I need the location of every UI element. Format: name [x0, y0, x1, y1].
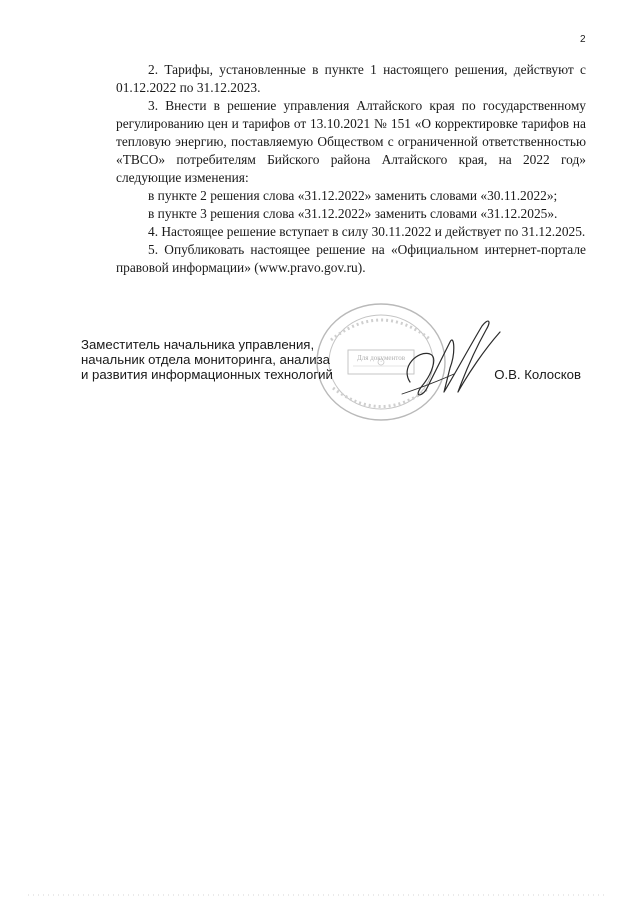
signatory-title-line-3: и развития информационных технологий	[81, 367, 333, 382]
paragraph-4-effective-date: 4. Настоящее решение вступает в силу 30.11.2022 и действует по 31.12.2025.	[148, 224, 586, 239]
stamp-text: Для документов	[356, 354, 406, 362]
signatory-name: О.В. Колосков	[494, 367, 581, 382]
document-body	[116, 61, 586, 277]
paragraph-3-change-item-1: в пункте 2 решения слова «31.12.2022» заменить словами «30.11.2022»;	[148, 188, 558, 203]
signatory-title	[81, 337, 333, 382]
scan-edge-artifact	[28, 893, 608, 897]
signature-block	[81, 337, 586, 427]
signatory-title-line-1: Заместитель начальника управления,	[81, 337, 315, 352]
paragraph-3-change-item-2: в пункте 3 решения слова «31.12.2022» заменить словами «31.12.2025».	[148, 206, 558, 221]
handwritten-signature	[396, 312, 506, 412]
signatory-title-line-2: начальник отдела мониторинга, анализа	[81, 352, 330, 367]
page-number: 2	[580, 34, 586, 45]
paragraph-3-amendments: 3. Внести в решение управления Алтайского края по государственному регулированию цен и тарифов от 13.10.2021 № 151 «О корректировке тарифов на тепловую энергию, поставляемую Обществом с ограниченной ответственностью «ТВСО» потребителям Бийского района Алтайского края, на 2022 год» следующие изменения:	[116, 98, 586, 185]
paragraph-2-tariff-period: 2. Тарифы, установленные в пункте 1 настоящего решения, действуют с 01.12.2022 по 31.12.2023.	[116, 62, 586, 95]
paragraph-5-publication: 5. Опубликовать настоящее решение на «Официальном интернет-портале правовой информации» (www.pravo.gov.ru).	[116, 242, 586, 275]
